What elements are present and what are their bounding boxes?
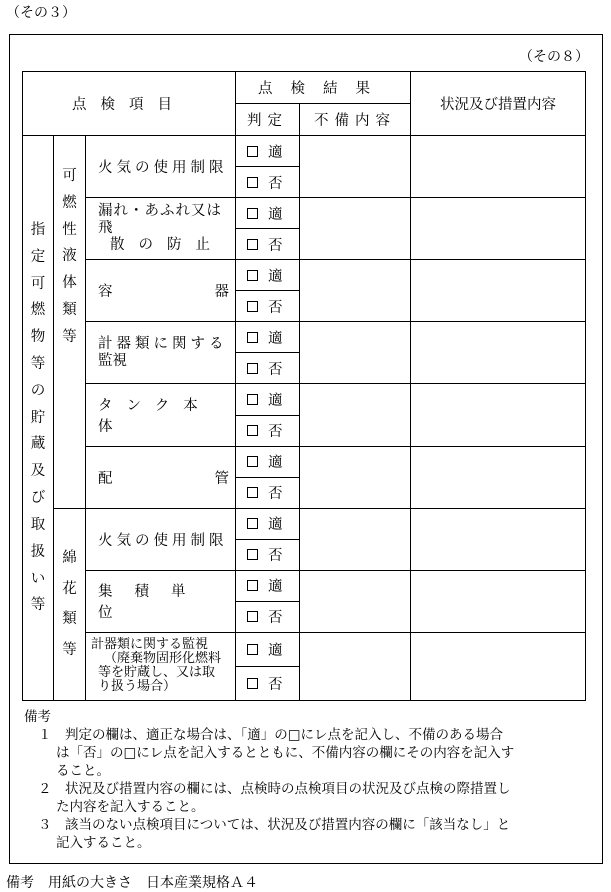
item-fire-use xyxy=(86,136,236,198)
defect-input[interactable] xyxy=(300,446,411,508)
item-label-line: 漏れ・あふれ又は飛 xyxy=(98,203,222,237)
judgment-ng-cell[interactable] xyxy=(236,539,300,570)
judgment-ok-cell[interactable] xyxy=(236,322,300,353)
note-3 xyxy=(38,816,598,852)
header-status: 状況及び措置内容 xyxy=(411,72,586,136)
defect-input[interactable] xyxy=(300,570,411,632)
checkbox-icon[interactable] xyxy=(247,363,258,374)
note-text: ること。 xyxy=(56,763,110,779)
note-1 xyxy=(38,726,598,780)
judgment-ng-cell[interactable] xyxy=(236,291,300,322)
checkbox-icon[interactable] xyxy=(247,611,258,622)
group-label-flammable-liquids xyxy=(54,136,86,509)
judgment-ok-cell[interactable] xyxy=(236,136,300,167)
vertical-char: 燃 xyxy=(62,194,77,211)
judgment-ng-label: 否 xyxy=(268,299,283,316)
checkbox-icon[interactable] xyxy=(247,332,258,343)
judgment-ok-label: 適 xyxy=(268,330,283,347)
judgment-ok-cell[interactable] xyxy=(236,570,300,601)
note-text: 判定の欄は、適正な場合は、「適」の□にレ点を記入し、不備のある場合 xyxy=(65,727,504,743)
item-label-line: 散の防止 xyxy=(110,237,224,254)
judgment-ng-cell[interactable] xyxy=(236,477,300,508)
defect-input[interactable] xyxy=(300,508,411,570)
checkbox-icon[interactable] xyxy=(247,270,258,281)
checkbox-icon[interactable] xyxy=(247,580,258,591)
item-label: 火気の使用制限 xyxy=(98,532,228,549)
note-text: 状況及び措置内容の欄には、点検時の点検項目の状況及び点検の際措置し xyxy=(65,781,511,797)
defect-input[interactable] xyxy=(300,384,411,446)
vertical-char: 物 xyxy=(30,329,46,346)
checkbox-icon[interactable] xyxy=(247,208,258,219)
item-gauge-rdf xyxy=(86,632,236,700)
vertical-char: 取 xyxy=(30,516,46,533)
item-label-line: 計器類に関する監視 xyxy=(91,637,209,653)
item-label: 火気の使用制限 xyxy=(98,160,228,177)
judgment-ok-cell[interactable] xyxy=(236,260,300,291)
judgment-ok-cell[interactable] xyxy=(236,384,300,415)
vertical-char: 類 xyxy=(62,302,77,319)
judgment-ng-cell[interactable] xyxy=(236,167,300,198)
judgment-ng-label: 否 xyxy=(268,610,283,627)
judgment-ok-cell[interactable] xyxy=(236,632,300,666)
item-label: 容 器 xyxy=(98,284,230,301)
header-defect: 不備内容 xyxy=(300,104,411,136)
judgment-ok-label: 適 xyxy=(268,268,283,285)
judgment-ng-cell[interactable] xyxy=(236,229,300,260)
vertical-char: び xyxy=(30,490,46,507)
note-text: 該当のない点検項目については、状況及び措置内容の欄に「該当なし」と xyxy=(65,817,511,833)
vertical-char: 蔵 xyxy=(30,436,46,453)
status-input[interactable] xyxy=(411,384,586,446)
inspection-table xyxy=(22,71,586,701)
judgment-ng-label: 否 xyxy=(268,361,283,378)
category-label xyxy=(23,136,54,701)
notes-heading: 備考 xyxy=(24,709,51,725)
vertical-char: 綿 xyxy=(62,550,77,567)
vertical-char: 可 xyxy=(62,168,77,185)
judgment-ng-label: 否 xyxy=(268,486,283,503)
notes xyxy=(24,708,598,852)
item-label-line: （廃棄物固形化燃料 xyxy=(104,651,222,667)
vertical-char: 類 xyxy=(62,611,77,628)
item-container xyxy=(86,260,236,322)
page-section-label: （その３） xyxy=(6,5,76,21)
item-leak xyxy=(86,198,236,260)
vertical-char: 等 xyxy=(62,328,77,345)
checkbox-icon[interactable] xyxy=(247,301,258,312)
item-label-line: り扱う場合） xyxy=(98,679,177,695)
status-input[interactable] xyxy=(411,198,586,260)
vertical-char: 定 xyxy=(30,248,46,265)
item-label: 集積単位 xyxy=(98,584,208,622)
note-text: 記入すること。 xyxy=(56,835,151,851)
status-input[interactable] xyxy=(411,632,586,700)
form-number: （その８） xyxy=(519,49,589,65)
paper-size-note: 備考 用紙の大きさ 日本産業規格Ａ４ xyxy=(6,875,258,891)
item-label-line: 等を貯蔵し、又は取 xyxy=(98,665,216,681)
vertical-char: 等 xyxy=(30,597,46,614)
note-2 xyxy=(38,780,598,816)
defect-input[interactable] xyxy=(300,260,411,322)
note-text: は「否」の□にレ点を記入するとともに、不備内容の欄にその内容を記入す xyxy=(56,745,515,761)
checkbox-icon[interactable] xyxy=(247,678,258,689)
item-gauge xyxy=(86,322,236,384)
judgment-ng-cell[interactable] xyxy=(236,353,300,384)
checkbox-icon[interactable] xyxy=(247,177,258,188)
vertical-char: 等 xyxy=(30,356,46,373)
vertical-char: 花 xyxy=(62,580,77,597)
group-label-cotton xyxy=(54,508,86,700)
status-input[interactable] xyxy=(411,322,586,384)
vertical-char: 及 xyxy=(30,463,46,480)
vertical-char: 体 xyxy=(62,275,77,292)
item-piping xyxy=(86,446,236,508)
judgment-ng-label: 否 xyxy=(268,237,283,254)
checkbox-icon[interactable] xyxy=(247,549,258,560)
judgment-ng-cell[interactable] xyxy=(236,601,300,632)
judgment-ok-label: 適 xyxy=(268,455,283,472)
defect-input[interactable] xyxy=(300,322,411,384)
vertical-char: 燃 xyxy=(30,302,46,319)
note-number: ３ xyxy=(38,817,52,833)
item-label-line: 計器類に関する xyxy=(98,335,228,352)
status-input[interactable] xyxy=(411,570,586,632)
judgment-ok-cell[interactable] xyxy=(236,198,300,229)
item-label-line: 監視 xyxy=(98,352,127,369)
item-stack-unit xyxy=(86,570,236,632)
checkbox-icon[interactable] xyxy=(247,456,258,467)
vertical-char: 扱 xyxy=(30,543,46,560)
header-judgment: 判定 xyxy=(236,104,300,136)
judgment-ng-label: 否 xyxy=(268,175,283,192)
status-input[interactable] xyxy=(411,446,586,508)
checkbox-icon[interactable] xyxy=(247,394,258,405)
checkbox-icon[interactable] xyxy=(247,146,258,157)
checkbox-icon[interactable] xyxy=(247,487,258,498)
item-fire-use-cotton xyxy=(86,508,236,570)
judgment-ok-cell[interactable] xyxy=(236,446,300,477)
checkbox-icon[interactable] xyxy=(247,644,258,655)
header-inspection-result: 点検結果 xyxy=(236,72,411,104)
judgment-ng-label: 否 xyxy=(268,548,283,565)
item-tank xyxy=(86,384,236,446)
note-text: た内容を記入すること。 xyxy=(56,799,205,815)
defect-input[interactable] xyxy=(300,632,411,700)
defect-input[interactable] xyxy=(300,198,411,260)
vertical-char: 貯 xyxy=(30,409,46,426)
checkbox-icon[interactable] xyxy=(247,425,258,436)
checkbox-icon[interactable] xyxy=(247,239,258,250)
judgment-ng-cell[interactable] xyxy=(236,666,300,700)
status-input[interactable] xyxy=(411,136,586,198)
vertical-char: の xyxy=(30,382,46,399)
judgment-ok-label: 適 xyxy=(268,392,283,409)
judgment-ok-label: 適 xyxy=(268,517,283,534)
status-input[interactable] xyxy=(411,508,586,570)
vertical-char: 指 xyxy=(30,221,46,238)
judgment-ok-label: 適 xyxy=(268,206,283,223)
item-label: タンク本体 xyxy=(98,398,212,436)
vertical-char: 可 xyxy=(30,275,46,292)
judgment-ok-label: 適 xyxy=(268,144,283,161)
note-number: １ xyxy=(38,727,52,743)
judgment-ng-label: 否 xyxy=(268,676,283,693)
status-input[interactable] xyxy=(411,260,586,322)
defect-input[interactable] xyxy=(300,136,411,198)
vertical-char: 等 xyxy=(62,641,77,658)
judgment-ng-cell[interactable] xyxy=(236,415,300,446)
item-label: 配 管 xyxy=(98,470,230,487)
header-inspection-item: 点検項目 xyxy=(23,72,236,136)
judgment-ok-cell[interactable] xyxy=(236,508,300,539)
checkbox-icon[interactable] xyxy=(247,518,258,529)
vertical-char: い xyxy=(30,570,46,587)
vertical-char: 液 xyxy=(62,248,77,265)
judgment-ok-label: 適 xyxy=(268,642,283,659)
judgment-ng-label: 否 xyxy=(268,424,283,441)
judgment-ok-label: 適 xyxy=(268,579,283,596)
vertical-char: 性 xyxy=(62,221,77,238)
note-number: ２ xyxy=(38,781,52,797)
